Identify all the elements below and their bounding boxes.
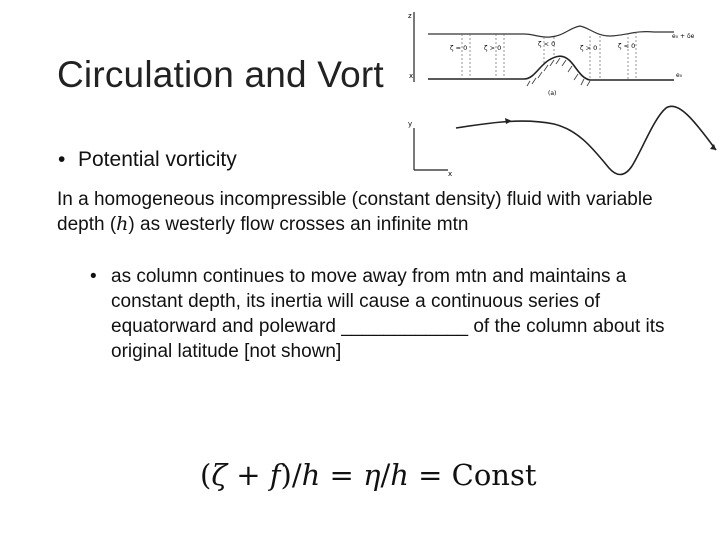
y-axis-label: y [408,120,413,128]
vorticity-diagram [404,0,720,178]
eq-h-2: h [390,458,409,492]
panel-label: (a) [548,90,557,97]
paragraph-text-2: ) as westerly flow crosses an infinite mtn [128,214,469,235]
eq-close-slash: )/ [280,458,302,492]
slide-title: Circulation and Vort [57,54,384,95]
lower-surface-label: e₀ [676,72,683,79]
trajectory-path [456,106,716,174]
region-label-2: ζ > 0 [484,44,502,52]
eq-plus: + [227,458,270,492]
column-marker-5 [628,32,636,80]
bullet-text: Potential vorticity [78,148,237,171]
description-paragraph [57,187,697,237]
potential-vorticity-equation [200,458,537,492]
x-axis-label-top: x [409,72,414,80]
column-marker-1 [462,34,470,79]
region-label-3: ζ < 0 [538,40,556,48]
bullet-marker: • [58,148,66,171]
paragraph-text-1: In a homogeneous incompressible (constant density) fluid with variable depth ( [57,189,653,235]
eq-zeta: ζ [211,458,228,492]
eq-open-paren: ( [200,458,212,492]
eq-h-1: h [301,458,321,492]
x-axis-label-bottom: x [448,170,453,178]
eq-eta: η [363,458,381,492]
column-marker-4 [590,36,600,80]
vorticity-figure [404,0,720,178]
eq-slash: / [380,458,391,492]
region-label-1: ζ = 0 [450,44,468,52]
z-axis-label: z [408,12,412,20]
eq-f: f [269,458,281,492]
eq-const: Const [451,458,537,492]
region-label-4: ζ > 0 [580,44,598,52]
trajectory-arrow-1 [505,118,512,124]
upper-surface-label: e₀ + δe [672,33,695,40]
ground-mountain-line [428,56,674,80]
eq-equals-2: = [408,458,452,492]
eq-equals-1: = [320,458,364,492]
column-marker-2 [496,34,504,79]
bullet-potential-vorticity [58,148,237,172]
paragraph-variable-h: h [116,213,129,235]
upper-surface-line [428,26,674,37]
sub-bullet-text: as column continues to move away from mtn and maintains a constant depth, its inertia will cause a continuous series of equatorward and poleward ____________ of the column about its original latitude [not shown] [111,266,665,362]
region-label-5: ζ < 0 [618,42,636,50]
sub-bullet-marker: • [90,266,97,287]
